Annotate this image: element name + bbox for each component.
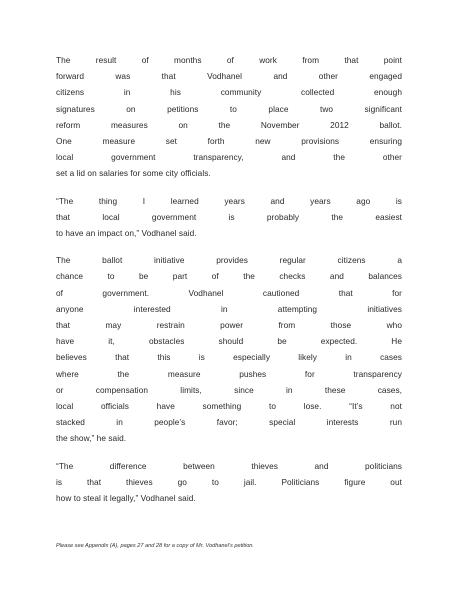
text-line: signatures on petitions to place two significant: [56, 103, 402, 114]
footnote: Please see Appendix (A), pages 27 and 28 for a copy of Mr. Vodhanel’s petition.: [56, 543, 254, 549]
text-line: anyone interested in attempting initiatives: [56, 303, 402, 314]
text-line: “The difference between thieves and politicians: [56, 460, 402, 471]
text-line: have it, obstacles should be expected. He: [56, 336, 402, 347]
text-line: of government. Vodhanel cautioned that for: [56, 287, 402, 298]
text-line: The ballot initiative provides regular citizens a: [56, 255, 402, 266]
paragraph-3: [56, 252, 402, 446]
text-line: “The thing I learned years and years ago is: [56, 195, 402, 206]
text-line: to have an impact on,” Vodhanel said.: [56, 228, 197, 239]
body-text: [56, 52, 402, 517]
text-line: local government transparency, and the other: [56, 152, 402, 163]
paragraph-4: [56, 458, 402, 507]
paragraph-1: [56, 52, 402, 182]
text-line: reform measures on the November 2012 ballot.: [56, 119, 402, 130]
text-line: or compensation limits, since in these cases,: [56, 384, 402, 395]
text-line: believes that this is especially likely in cases: [56, 352, 402, 363]
text-line: The result of months of work from that point: [56, 55, 402, 65]
text-line: is that thieves go to jail. Politicians figure out: [56, 476, 402, 487]
text-line: where the measure pushes for transparency: [56, 368, 402, 379]
text-line: citizens in his community collected enough: [56, 87, 402, 98]
text-line: stacked in people’s favor; special interests run: [56, 417, 402, 428]
text-line: forward was that Vodhanel and other engaged: [56, 71, 402, 82]
text-line: that may restrain power from those who: [56, 320, 402, 331]
text-line: that local government is probably the easiest: [56, 211, 402, 222]
text-line: chance to be part of the checks and balances: [56, 271, 402, 282]
text-line: set a lid on salaries for some city officials.: [56, 168, 211, 179]
paragraph-2: [56, 193, 402, 242]
text-line: One measure set forth new provisions ensuring: [56, 136, 402, 147]
text-line: local officials have something to lose. “It’s not: [56, 401, 402, 412]
text-line: how to steal it legally,” Vodhanel said.: [56, 493, 196, 504]
text-line: the show,” he said.: [56, 433, 127, 444]
